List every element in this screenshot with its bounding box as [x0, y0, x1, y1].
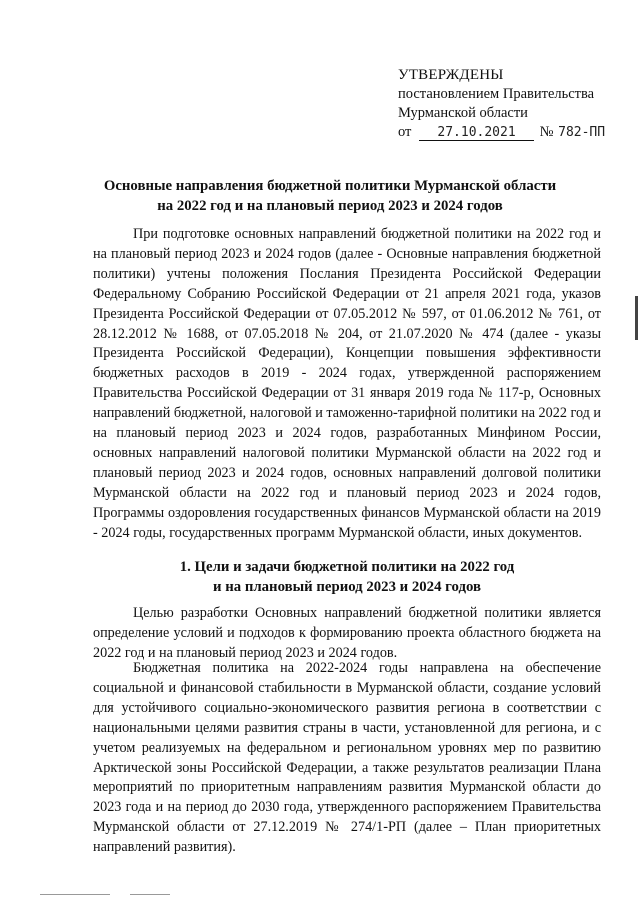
document-title-line2: на 2022 год и на плановый период 2023 и 2024 годов [157, 198, 503, 214]
approval-date-line [398, 123, 608, 142]
scan-bottom-mark [40, 894, 110, 895]
approval-title: УТВЕРЖДЕНЫ [398, 67, 504, 83]
approval-block [398, 66, 608, 142]
approval-number: 782-ПП [558, 125, 606, 140]
section1-paragraph2: Бюджетная политика на 2022-2024 годы направлена на обеспечение социальной и финансовой стабильности в Мурманской области, создание условий для устойчивого социально-экономического развития региона в соответствии с национальными целями развития страны в части, установленной для региона, и с учетом реализуемых на федеральном и региональном уровнях мер по развитию Арктической зоны Российской Федерации, а также результатов реализации Плана мероприятий по приоритетным направлениям развития Мурманской области до 2023 года и на период до 2030 года, утвержденного распоряжением Правительства Мурманской области от 27.12.2019 № 274/1-РП (далее – План приоритетных направлений развития). [93, 660, 601, 856]
approval-issuer-line1: постановлением Правительства [398, 86, 595, 102]
section1-paragraph1: Целью разработки Основных направлений бюджетной политики является определение условий и подходов к формированию проекта областного бюджета на 2022 год и на плановый период 2023 и 2024 годов. [93, 605, 601, 661]
document-title-line1: Основные направления бюджетной политики Мурманской области [103, 178, 557, 194]
approval-date-prefix: от [398, 124, 412, 140]
section1-title [93, 557, 601, 597]
scan-bottom-mark [130, 894, 170, 895]
approval-date: 27.10.2021 [419, 125, 534, 141]
approval-number-label: № [539, 124, 554, 140]
section1-title-line1: 1. Цели и задачи бюджетной политики на 2022 год [179, 559, 515, 575]
intro-paragraph: При подготовке основных направлений бюджетной политики на 2022 год и на плановый период 2023 и 2024 годов (далее - Основные направления бюджетной политики) учтены положения Послания Президента Российской Федерации Федеральному Собранию Российской Федерации от 21 апреля 2021 года, указов Президента Российской Федерации от 07.05.2012 № 597, от 01.06.2012 № 761, от 28.12.2012 № 1688, от 07.05.2018 № 204, от 21.07.2020 № 474 (далее - указы Президента Российской Федерации), Концепции повышения эффективности бюджетных расходов в 2019 - 2024 годах, утвержденной распоряжением Правительства Российской Федерации от 31 января 2019 года № 117-р, Основных направлений бюджетной, налоговой и таможенно-тарифной политики на 2022 год и на плановый период 2023 и 2024 годов, разработанных Минфином России, основных направлений налоговой политики Мурманской области на 2022 год и плановый период 2023 и 2024 годов, основных направлений долговой политики Мурманской области на 2022 год и плановый период 2023 и 2024 годов, Программы оздоровления государственных финансов Мурманской области на 2019 - 2024 годы, государственных программ Мурманской области, иных документов. [93, 226, 601, 541]
approval-issuer-line2: Мурманской области [398, 105, 528, 121]
section1-title-line2: и на плановый период 2023 и 2024 годов [212, 579, 482, 595]
document-title [60, 176, 600, 216]
scan-edge-mark [635, 296, 638, 340]
